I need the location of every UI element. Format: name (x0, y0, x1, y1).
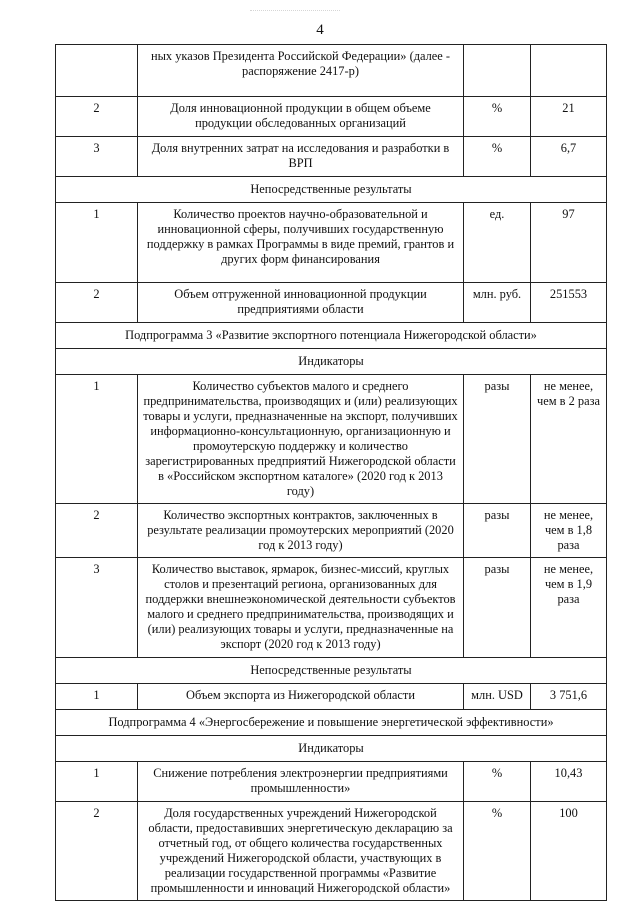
target-value: 251553 (531, 283, 607, 323)
target-value: 10,43 (531, 762, 607, 802)
section-title: Непосредственные результаты (56, 177, 607, 203)
row-number: 2 (56, 802, 138, 901)
target-value: 21 (531, 97, 607, 137)
table-row (56, 684, 607, 710)
section-title: Непосредственные результаты (56, 658, 607, 684)
section-header-row (56, 658, 607, 684)
target-value: не менее, чем в 1,8 раза (531, 504, 607, 558)
row-number: 2 (56, 504, 138, 558)
unit-of-measure: млн. USD (464, 684, 531, 710)
section-header-row (56, 177, 607, 203)
unit-of-measure: разы (464, 558, 531, 658)
indicator-description: Количество выставок, ярмарок, бизнес-миссий, круглых столов и презентаций региона, организованных для поддержки внешнеэкономической деятельности субъектов малого и среднего предпринимательства, производящих и (или) реализующих товары и услуги, предназначенные на экспорт (2020 год к 2013 году) (138, 558, 464, 658)
unit-of-measure: разы (464, 504, 531, 558)
indicator-description: Количество экспортных контрактов, заключенных в результате реализации промоутерских мероприятий (2020 год к 2013 году) (138, 504, 464, 558)
section-title: Индикаторы (56, 349, 607, 375)
section-title: Индикаторы (56, 736, 607, 762)
table-row (56, 375, 607, 504)
row-number (56, 45, 138, 97)
table-row (56, 802, 607, 901)
row-number: 3 (56, 137, 138, 177)
indicator-description: Снижение потребления электроэнергии предприятиями промышленности» (138, 762, 464, 802)
table-row (56, 762, 607, 802)
target-value: 6,7 (531, 137, 607, 177)
target-value: 97 (531, 203, 607, 283)
row-number: 1 (56, 684, 138, 710)
table-row (56, 558, 607, 658)
table-row (56, 137, 607, 177)
target-value: не менее, чем в 1,9 раза (531, 558, 607, 658)
indicator-description: Количество субъектов малого и среднего предпринимательства, производящих и (или) реализующих товары и услуги, предназначенные на экспорт, получивших информационно-консультационную, организационную и промоутерскую поддержку и количество зарегистрированных предприятий Нижегородской области в «Российском экспортном каталоге» (2020 год к 2013 году) (138, 375, 464, 504)
target-value: 100 (531, 802, 607, 901)
row-number: 1 (56, 203, 138, 283)
target-value (531, 45, 607, 97)
unit-of-measure: % (464, 762, 531, 802)
indicator-description: Объем отгруженной инновационной продукции предприятиями области (138, 283, 464, 323)
indicator-description: ных указов Президента Российской Федерации» (далее - распоряжение 2417-р) (138, 45, 464, 97)
unit-of-measure: % (464, 137, 531, 177)
scan-artifact (250, 10, 340, 17)
section-title: Подпрограмма 3 «Развитие экспортного потенциала Нижегородской области» (56, 323, 607, 349)
section-title: Подпрограмма 4 «Энергосбережение и повышение энергетической эффективности» (56, 710, 607, 736)
table-row (56, 45, 607, 97)
indicator-description: Доля государственных учреждений Нижегородской области, предоставивших энергетическую декларацию за отчетный год, от общего количества государственных учреждений Нижегородской области, участвующих в реализации государственной программы «Развитие промышленности и инноваций Нижегородской области» (138, 802, 464, 901)
row-number: 2 (56, 97, 138, 137)
unit-of-measure (464, 45, 531, 97)
section-header-row (56, 323, 607, 349)
target-value: не менее, чем в 2 раза (531, 375, 607, 504)
table-row (56, 97, 607, 137)
table-row (56, 203, 607, 283)
indicator-description: Доля инновационной продукции в общем объеме продукции обследованных организаций (138, 97, 464, 137)
unit-of-measure: % (464, 97, 531, 137)
table-row (56, 283, 607, 323)
page-number: 4 (316, 22, 324, 38)
table-row (56, 504, 607, 558)
indicator-description: Объем экспорта из Нижегородской области (138, 684, 464, 710)
section-header-row (56, 349, 607, 375)
section-header-row (56, 710, 607, 736)
target-value: 3 751,6 (531, 684, 607, 710)
unit-of-measure: ед. (464, 203, 531, 283)
indicators-table-body (56, 45, 607, 901)
unit-of-measure: % (464, 802, 531, 901)
section-header-row (56, 736, 607, 762)
indicator-description: Количество проектов научно-образовательной и инновационной сферы, получивших государственную поддержку в рамках Программы в виде премий, грантов и других форм финансирования (138, 203, 464, 283)
unit-of-measure: разы (464, 375, 531, 504)
row-number: 3 (56, 558, 138, 658)
row-number: 2 (56, 283, 138, 323)
unit-of-measure: млн. руб. (464, 283, 531, 323)
indicators-table (55, 44, 607, 901)
indicator-description: Доля внутренних затрат на исследования и разработки в ВРП (138, 137, 464, 177)
row-number: 1 (56, 375, 138, 504)
row-number: 1 (56, 762, 138, 802)
